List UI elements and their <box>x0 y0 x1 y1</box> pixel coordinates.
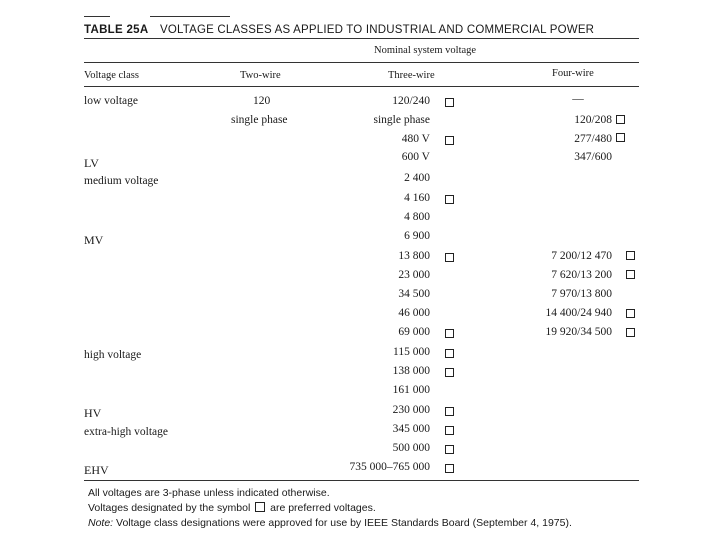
preferred-voltage-box-icon <box>626 251 635 260</box>
class-low-voltage: low voltage <box>84 95 138 107</box>
four-wire-value: 7 970/13 800 <box>551 288 612 300</box>
class-lv: LV <box>84 156 99 170</box>
three-wire-value: 23 000 <box>398 269 430 281</box>
table-title: VOLTAGE CLASSES AS APPLIED TO INDUSTRIAL AND COMMERCIAL POWER <box>160 24 595 36</box>
footnote-preferred-before: Voltages designated by the symbol <box>88 502 251 514</box>
four-wire-value: 19 920/34 500 <box>545 326 612 338</box>
nominal-voltage-header: Nominal system voltage <box>374 45 477 56</box>
preferred-voltage-box-icon <box>616 133 625 142</box>
note-label: Note: <box>88 517 114 529</box>
col-voltage-class: Voltage class <box>84 70 139 81</box>
preferred-voltage-box-icon <box>445 445 454 454</box>
col-three-wire: Three-wire <box>388 70 435 81</box>
three-wire-value: 115 000 <box>393 346 430 358</box>
rule <box>150 16 230 17</box>
preferred-voltage-box-icon <box>445 349 454 358</box>
col-two-wire: Two-wire <box>240 70 281 81</box>
preferred-voltage-box-icon <box>445 253 454 262</box>
footnote-note <box>88 517 572 529</box>
preferred-voltage-box-icon <box>445 407 454 416</box>
note-text: Voltage class designations were approved for use by IEEE Standards Board (September 4, 1975). <box>116 517 572 529</box>
three-wire-value: 34 500 <box>398 288 430 300</box>
three-wire-value: 120/240 <box>392 95 430 107</box>
footnote-three-phase: All voltages are 3-phase unless indicated otherwise. <box>88 487 330 499</box>
three-wire-value: 138 000 <box>392 365 430 377</box>
three-wire-value: single phase <box>373 114 430 126</box>
preferred-voltage-box-icon <box>445 136 454 145</box>
four-wire-value: 7 620/13 200 <box>551 269 612 281</box>
class-ehv: EHV <box>84 463 109 477</box>
preferred-voltage-box-icon <box>616 115 625 124</box>
class-extra-high-voltage: extra-high voltage <box>84 426 168 438</box>
preferred-voltage-box-icon <box>445 426 454 435</box>
preferred-voltage-box-icon <box>626 270 635 279</box>
three-wire-value: 6 900 <box>404 230 430 242</box>
class-mv: MV <box>84 233 104 247</box>
three-wire-value: 13 800 <box>398 250 430 262</box>
three-wire-value: 500 000 <box>392 442 430 454</box>
three-wire-value: 2 400 <box>404 172 430 184</box>
four-wire-value: 347/600 <box>574 151 612 163</box>
preferred-voltage-box-icon <box>445 98 454 107</box>
three-wire-value: 4 160 <box>404 192 430 204</box>
four-wire-dash: — <box>572 93 584 105</box>
preferred-voltage-box-icon <box>445 195 454 204</box>
three-wire-value: 4 800 <box>404 211 430 223</box>
table-label: TABLE 25A <box>84 24 149 36</box>
col-four-wire: Four-wire <box>552 68 594 79</box>
preferred-voltage-box-icon <box>626 309 635 318</box>
preferred-voltage-box-icon <box>255 502 265 512</box>
class-high-voltage: high voltage <box>84 349 142 361</box>
footnote-preferred <box>88 501 376 514</box>
title-rule <box>84 38 639 39</box>
four-wire-value: 7 200/12 470 <box>551 250 612 262</box>
three-wire-value: 69 000 <box>398 326 430 338</box>
two-wire-note: single phase <box>231 114 288 126</box>
table-bottom-rule <box>84 480 639 481</box>
header-rule <box>84 62 639 63</box>
two-wire-value: 120 <box>253 95 271 107</box>
four-wire-value: 14 400/24 940 <box>545 307 612 319</box>
three-wire-value: 161 000 <box>392 384 430 396</box>
rule <box>84 16 110 17</box>
three-wire-value: 735 000–765 000 <box>349 461 430 473</box>
preferred-voltage-box-icon <box>445 464 454 473</box>
class-medium-voltage: medium voltage <box>84 175 159 187</box>
three-wire-value: 230 000 <box>392 404 430 416</box>
preferred-voltage-box-icon <box>445 329 454 338</box>
three-wire-value: 600 V <box>401 151 430 163</box>
preferred-voltage-box-icon <box>626 328 635 337</box>
three-wire-value: 46 000 <box>398 307 430 319</box>
class-hv: HV <box>84 406 102 420</box>
preferred-voltage-box-icon <box>445 368 454 377</box>
three-wire-value: 345 000 <box>392 423 430 435</box>
column-header-rule <box>84 86 639 87</box>
four-wire-value: 120/208 <box>574 114 612 126</box>
four-wire-value: 277/480 <box>574 133 612 145</box>
three-wire-value: 480 V <box>401 133 430 145</box>
footnote-preferred-after: are preferred voltages. <box>270 502 376 514</box>
